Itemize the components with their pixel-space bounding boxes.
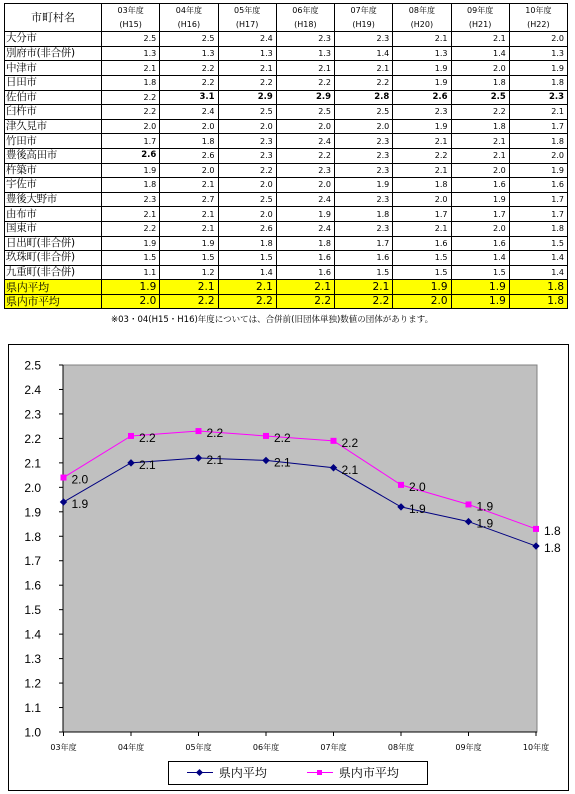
legend-label: 県内市平均 [338,766,399,780]
table-cell: 2.3 [102,192,160,207]
table-cell: 1.8 [451,119,509,134]
year-subheader: (H16) [160,18,218,32]
municipality-name: 豊後高田市 [5,148,102,163]
y-tick-label: 2.2 [24,431,41,446]
table-cell: 2.1 [451,32,509,47]
table-cell: 1.9 [160,236,218,251]
table-cell: 1.4 [335,46,393,61]
data-label: 1.8 [544,523,561,538]
table-cell: 1.6 [276,265,334,280]
chart-area [8,344,569,791]
table-cell: 2.2 [276,148,334,163]
table-row [5,61,568,76]
table-cell: 1.9 [335,178,393,193]
legend-label: 県内平均 [218,766,267,780]
average-cell: 2.2 [335,294,393,309]
table-cell: 2.3 [335,221,393,236]
x-tick-label: 04年度 [117,743,145,752]
data-label: 2.1 [341,462,359,477]
data-point [61,475,66,480]
average-cell: 2.1 [160,280,218,295]
data-label: 2.0 [409,479,426,494]
year-subheader: (H17) [218,18,276,32]
table-cell: 2.9 [218,90,276,105]
average-cell: 2.0 [393,294,451,309]
average-cell: 2.2 [160,294,218,309]
table-row [5,178,568,193]
table-cell: 1.4 [218,265,276,280]
table-cell: 2.0 [451,221,509,236]
footnote: ※03・04(H15・H16)年度については、合併前(旧団体単独)数値の団体があります。 [111,315,434,325]
chart-legend [168,761,428,785]
y-tick-label: 1.3 [24,652,41,667]
table-cell: 2.1 [393,163,451,178]
table-cell: 2.0 [102,119,160,134]
y-tick-label: 2.4 [24,382,41,397]
table-row [5,134,568,149]
legend-item-series-2 [305,765,399,781]
table-cell: 2.3 [218,148,276,163]
table-cell: 1.7 [451,207,509,222]
average-name: 県内市平均 [5,294,102,309]
table-cell: 1.7 [393,207,451,222]
y-tick-label: 2.0 [24,480,41,495]
data-point [331,438,336,443]
average-cell: 1.9 [451,294,509,309]
x-tick-label: 10年度 [522,743,550,752]
table-cell: 2.0 [276,178,334,193]
table-cell: 1.3 [393,46,451,61]
table-row [5,207,568,222]
table-cell: 2.0 [393,192,451,207]
year-subheader: (H15) [102,18,160,32]
x-tick-label: 03年度 [50,743,77,752]
table-cell: 2.3 [276,163,334,178]
table-cell: 2.2 [160,61,218,76]
table-row [5,46,568,61]
table-cell: 1.6 [276,251,334,266]
y-tick-label: 1.9 [24,505,41,520]
table-row [5,221,568,236]
data-label: 2.2 [139,430,156,445]
table-cell: 2.7 [160,192,218,207]
data-label: 2.2 [274,430,291,445]
average-cell: 1.8 [509,294,567,309]
table-cell: 2.4 [276,192,334,207]
table-row [5,119,568,134]
year-header: 10年度 [509,4,567,18]
table-cell: 2.3 [218,134,276,149]
municipality-name: 津久見市 [5,119,102,134]
table-cell: 2.1 [393,221,451,236]
table-cell: 1.8 [335,207,393,222]
year-header: 08年度 [393,4,451,18]
table-cell: 1.6 [393,236,451,251]
table-cell: 2.0 [160,119,218,134]
table-cell: 1.5 [509,236,567,251]
y-tick-label: 1.2 [24,676,41,691]
table-cell: 2.6 [160,148,218,163]
data-label: 1.9 [409,501,426,516]
table-cell: 1.9 [393,75,451,90]
table-cell: 2.5 [451,90,509,105]
municipality-name: 別府市(非合併) [5,46,102,61]
data-point [196,429,201,434]
table-cell: 2.3 [509,90,567,105]
table-cell: 1.6 [335,251,393,266]
table-cell: 2.1 [451,148,509,163]
municipality-name: 由布市 [5,207,102,222]
table-cell: 1.8 [160,134,218,149]
municipality-name: 佐伯市 [5,90,102,105]
table-cell: 1.5 [393,265,451,280]
table-cell: 1.5 [335,265,393,280]
year-subheader: (H22) [509,18,567,32]
data-point [534,526,539,531]
municipality-name: 日田市 [5,75,102,90]
table-cell: 2.2 [393,148,451,163]
average-cell: 2.1 [335,280,393,295]
table-row [5,236,568,251]
table-row [5,105,568,120]
average-name: 県内平均 [5,280,102,295]
table-cell: 2.5 [218,192,276,207]
table-row [5,163,568,178]
table-cell: 2.3 [335,192,393,207]
x-tick-label: 09年度 [455,743,482,752]
municipality-name: 九重町(非合併) [5,265,102,280]
table-row [5,75,568,90]
municipality-name: 臼杵市 [5,105,102,120]
year-header: 03年度 [102,4,160,18]
municipality-name: 大分市 [5,32,102,47]
table-cell: 2.1 [335,61,393,76]
table-cell: 2.4 [160,105,218,120]
table-cell: 1.7 [509,192,567,207]
table-cell: 2.2 [218,75,276,90]
table-cell: 1.3 [160,46,218,61]
table-cell: 1.9 [451,192,509,207]
municipality-name: 国東市 [5,221,102,236]
table-cell: 1.7 [102,134,160,149]
table-cell: 2.1 [393,134,451,149]
table-cell: 2.2 [218,163,276,178]
table-cell: 1.6 [509,178,567,193]
table-cell: 1.6 [451,178,509,193]
table-cell: 2.2 [451,105,509,120]
table-cell: 1.1 [102,265,160,280]
x-tick-label: 08年度 [387,743,415,752]
table-cell: 1.5 [451,265,509,280]
y-tick-label: 2.5 [24,358,41,373]
table-cell: 2.2 [276,75,334,90]
x-tick-label: 05年度 [185,743,212,752]
year-header: 09年度 [451,4,509,18]
table-cell: 1.4 [451,46,509,61]
table-cell: 2.2 [335,75,393,90]
table-cell: 1.3 [509,46,567,61]
year-subheader: (H19) [335,18,393,32]
table-cell: 1.5 [393,251,451,266]
table-cell: 2.2 [102,221,160,236]
year-header: 07年度 [335,4,393,18]
y-tick-label: 1.8 [24,529,41,544]
data-point [264,433,269,438]
table-cell: 1.8 [451,75,509,90]
municipality-name: 宇佐市 [5,178,102,193]
x-tick-label: 06年度 [252,743,280,752]
table-cell: 2.0 [276,119,334,134]
table-cell: 1.8 [393,178,451,193]
table-cell: 1.4 [451,251,509,266]
table-cell: 2.1 [393,32,451,47]
average-cell: 1.9 [451,280,509,295]
table-cell: 2.1 [276,61,334,76]
table-cell: 2.1 [102,61,160,76]
table-cell: 2.2 [102,105,160,120]
municipality-name: 日出町(非合併) [5,236,102,251]
table-row [5,265,568,280]
table-cell: 1.8 [276,236,334,251]
average-cell: 2.1 [276,280,334,295]
table-cell: 1.5 [218,251,276,266]
table-cell: 1.9 [102,163,160,178]
year-subheader: (H20) [393,18,451,32]
table-cell: 2.4 [218,32,276,47]
table-cell: 2.1 [160,221,218,236]
table-cell: 2.5 [218,105,276,120]
table-cell: 2.6 [218,221,276,236]
table-cell: 1.4 [509,265,567,280]
table-cell: 2.3 [393,105,451,120]
table-cell: 1.7 [509,119,567,134]
average-cell: 2.0 [102,294,160,309]
average-cell: 2.2 [276,294,334,309]
table-cell: 1.9 [393,119,451,134]
average-row [5,280,568,295]
table-cell: 2.0 [335,119,393,134]
data-label: 2.1 [274,455,291,470]
data-label: 1.9 [71,497,89,512]
data-label: 2.0 [71,472,89,487]
table-cell: 2.6 [393,90,451,105]
average-cell: 2.2 [218,294,276,309]
table-cell: 2.5 [276,105,334,120]
year-header: 06年度 [276,4,334,18]
municipality-name: 竹田市 [5,134,102,149]
data-label: 2.1 [206,452,224,467]
average-cell: 2.1 [218,280,276,295]
y-tick-label: 1.5 [24,603,41,618]
table-cell: 1.9 [509,163,567,178]
table-cell: 1.8 [218,236,276,251]
table-cell: 2.0 [451,61,509,76]
table-cell: 1.9 [393,61,451,76]
table-cell: 2.3 [335,32,393,47]
table-cell: 2.0 [509,32,567,47]
year-subheader: (H21) [451,18,509,32]
data-label: 2.2 [206,426,224,441]
table-cell: 2.6 [102,148,160,163]
table-row [5,32,568,47]
table-cell: 1.2 [160,265,218,280]
table-cell: 2.5 [335,105,393,120]
data-label: 2.2 [341,435,359,450]
table-cell: 2.2 [102,90,160,105]
data-label: 1.9 [476,499,494,514]
table-cell: 2.1 [218,61,276,76]
table-cell: 2.1 [509,105,567,120]
table-cell: 2.3 [276,32,334,47]
table-cell: 1.8 [509,221,567,236]
table-cell: 2.1 [102,207,160,222]
municipality-name: 杵築市 [5,163,102,178]
table-cell: 2.5 [102,32,160,47]
table-cell: 2.0 [160,163,218,178]
table-cell: 1.6 [451,236,509,251]
table-cell: 2.0 [509,148,567,163]
data-point [129,433,134,438]
municipality-name: 中津市 [5,61,102,76]
table-cell: 1.9 [276,207,334,222]
table-row [5,192,568,207]
average-cell: 1.8 [509,280,567,295]
average-cell: 1.9 [102,280,160,295]
table-cell: 1.3 [218,46,276,61]
average-cell: 1.9 [393,280,451,295]
table-cell: 2.3 [335,148,393,163]
municipality-name: 玖珠町(非合併) [5,251,102,266]
y-tick-label: 2.1 [24,456,41,471]
y-tick-label: 1.1 [24,701,41,716]
table-cell: 1.8 [102,75,160,90]
y-tick-label: 1.7 [24,554,41,569]
table-cell: 1.3 [276,46,334,61]
year-header: 05年度 [218,4,276,18]
table-cell: 2.4 [276,134,334,149]
table-cell: 2.8 [335,90,393,105]
line-chart [9,345,568,790]
table-cell: 2.5 [160,32,218,47]
x-tick-label: 07年度 [320,743,347,752]
y-tick-label: 1.4 [24,627,41,642]
table-cell: 1.8 [509,75,567,90]
table-row [5,90,568,105]
table-cell: 2.0 [451,163,509,178]
table-cell: 2.4 [276,221,334,236]
legend-swatch-series-1 [185,765,215,781]
corner-label: 市町村名 [5,4,102,32]
table-cell: 2.1 [160,207,218,222]
table-row [5,148,568,163]
data-label: 2.1 [139,457,156,472]
table-cell: 1.7 [509,207,567,222]
table-cell: 1.9 [509,61,567,76]
data-label: 1.9 [476,516,494,531]
municipality-name: 豊後大野市 [5,192,102,207]
table-row [5,251,568,266]
table-cell: 2.0 [218,178,276,193]
table-cell: 1.5 [102,251,160,266]
table-cell: 2.3 [335,134,393,149]
year-subheader: (H18) [276,18,334,32]
table-cell: 1.8 [102,178,160,193]
year-header: 04年度 [160,4,218,18]
data-table [4,3,568,309]
table-cell: 3.1 [160,90,218,105]
data-label: 1.8 [544,541,561,556]
y-tick-label: 1.0 [24,725,41,740]
table-cell: 2.0 [218,119,276,134]
table-cell: 1.8 [509,134,567,149]
table-cell: 2.1 [160,178,218,193]
table-cell: 1.7 [335,236,393,251]
plot-area [63,365,537,732]
legend-swatch-series-2 [305,765,335,781]
table-cell: 2.3 [335,163,393,178]
table-cell: 1.3 [102,46,160,61]
table-cell: 2.0 [218,207,276,222]
table-cell: 2.1 [451,134,509,149]
header-row [5,4,568,18]
y-tick-label: 1.6 [24,578,41,593]
average-row [5,294,568,309]
y-tick-label: 2.3 [24,407,41,422]
table-cell: 2.2 [160,75,218,90]
table-cell: 1.5 [160,251,218,266]
legend-item-series-1 [185,765,267,781]
table-cell: 1.4 [509,251,567,266]
table-cell: 1.9 [102,236,160,251]
data-point [466,502,471,507]
data-point [399,482,404,487]
table-cell: 2.9 [276,90,334,105]
